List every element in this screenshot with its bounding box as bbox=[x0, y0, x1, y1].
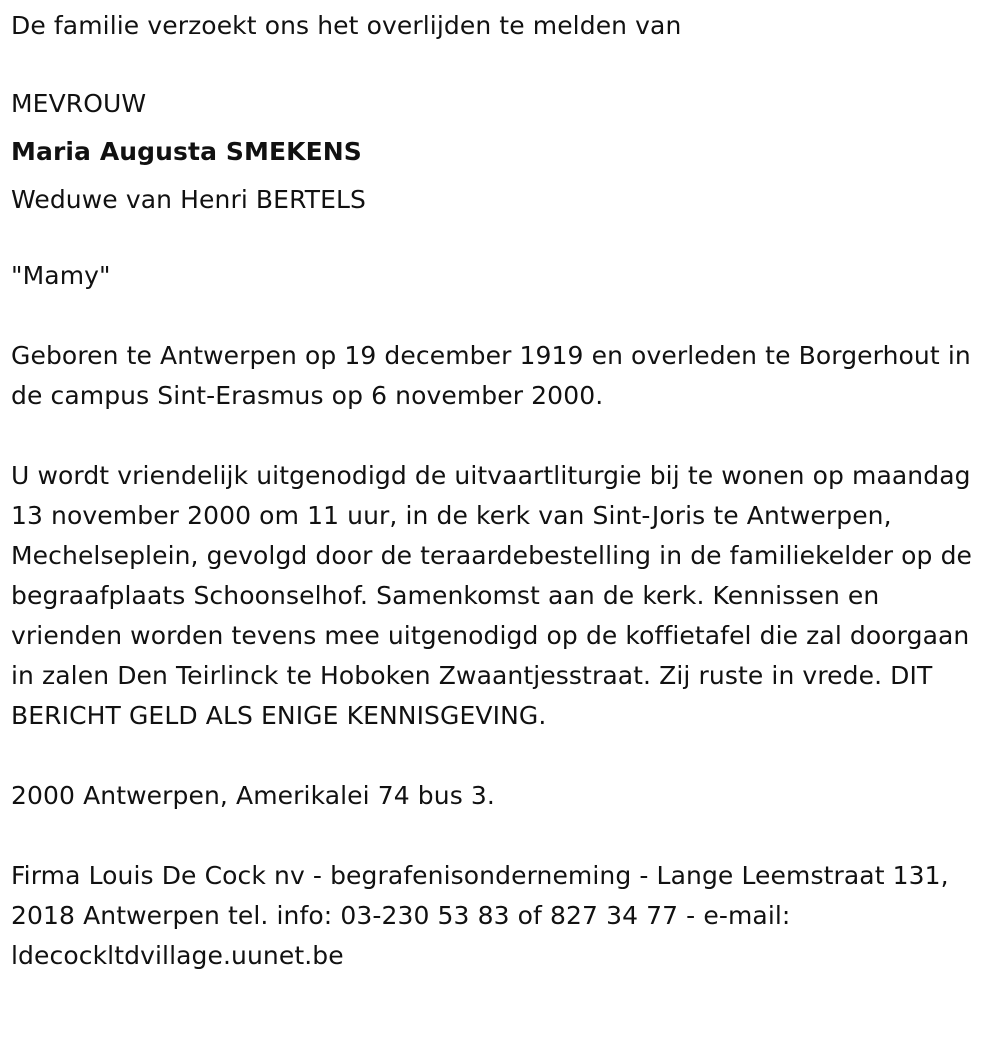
birth-death-text: Geboren te Antwerpen op 19 december 1919 en overleden te Borgerhout in de campus Sint-Erasmus op 6 november 2000. bbox=[11, 341, 971, 410]
spacer bbox=[11, 51, 996, 80]
widow-of: Weduwe van Henri BERTELS bbox=[11, 185, 366, 214]
spacer bbox=[11, 296, 996, 336]
spacer bbox=[11, 816, 996, 856]
funeral-text: U wordt vriendelijk uitgenodigd de uitvaartliturgie bij te wonen op maandag 13 november 2000 om 11 uur, in de kerk van Sint-Joris te Antwerpen, Mechelseplein, gevolgd door de teraardebestelling in de familiekelder op de begraafplaats Schoonselhof. Samenkomst aan de kerk. Kennissen en vrienden worden tevens mee uitgenodigd op de koffietafel die zal doorgaan in zalen Den Teirlinck te Hoboken Zwaantjesstraat. Zij ruste in vrede. DIT BERICHT GELD ALS ENIGE KENNISGEVING. bbox=[11, 461, 973, 730]
spacer bbox=[11, 736, 996, 776]
death-notice bbox=[11, 0, 996, 976]
nickname: "Mamy" bbox=[11, 261, 111, 290]
intro-text: De familie verzoekt ons het overlijden te melden van bbox=[11, 11, 682, 40]
spacer bbox=[11, 224, 996, 256]
deceased-name: Maria Augusta SMEKENS bbox=[11, 137, 362, 166]
spacer bbox=[11, 416, 996, 456]
undertaker-text: Firma Louis De Cock nv - begrafenisonderneming - Lange Leemstraat 131, 2018 Antwerpen tel. info: 03-230 53 83 of 827 34 77 - e-mail: ldecockltdvillage.uunet.be bbox=[11, 861, 949, 970]
honorific: MEVROUW bbox=[11, 89, 147, 118]
family-address: 2000 Antwerpen, Amerikalei 74 bus 3. bbox=[11, 781, 495, 810]
